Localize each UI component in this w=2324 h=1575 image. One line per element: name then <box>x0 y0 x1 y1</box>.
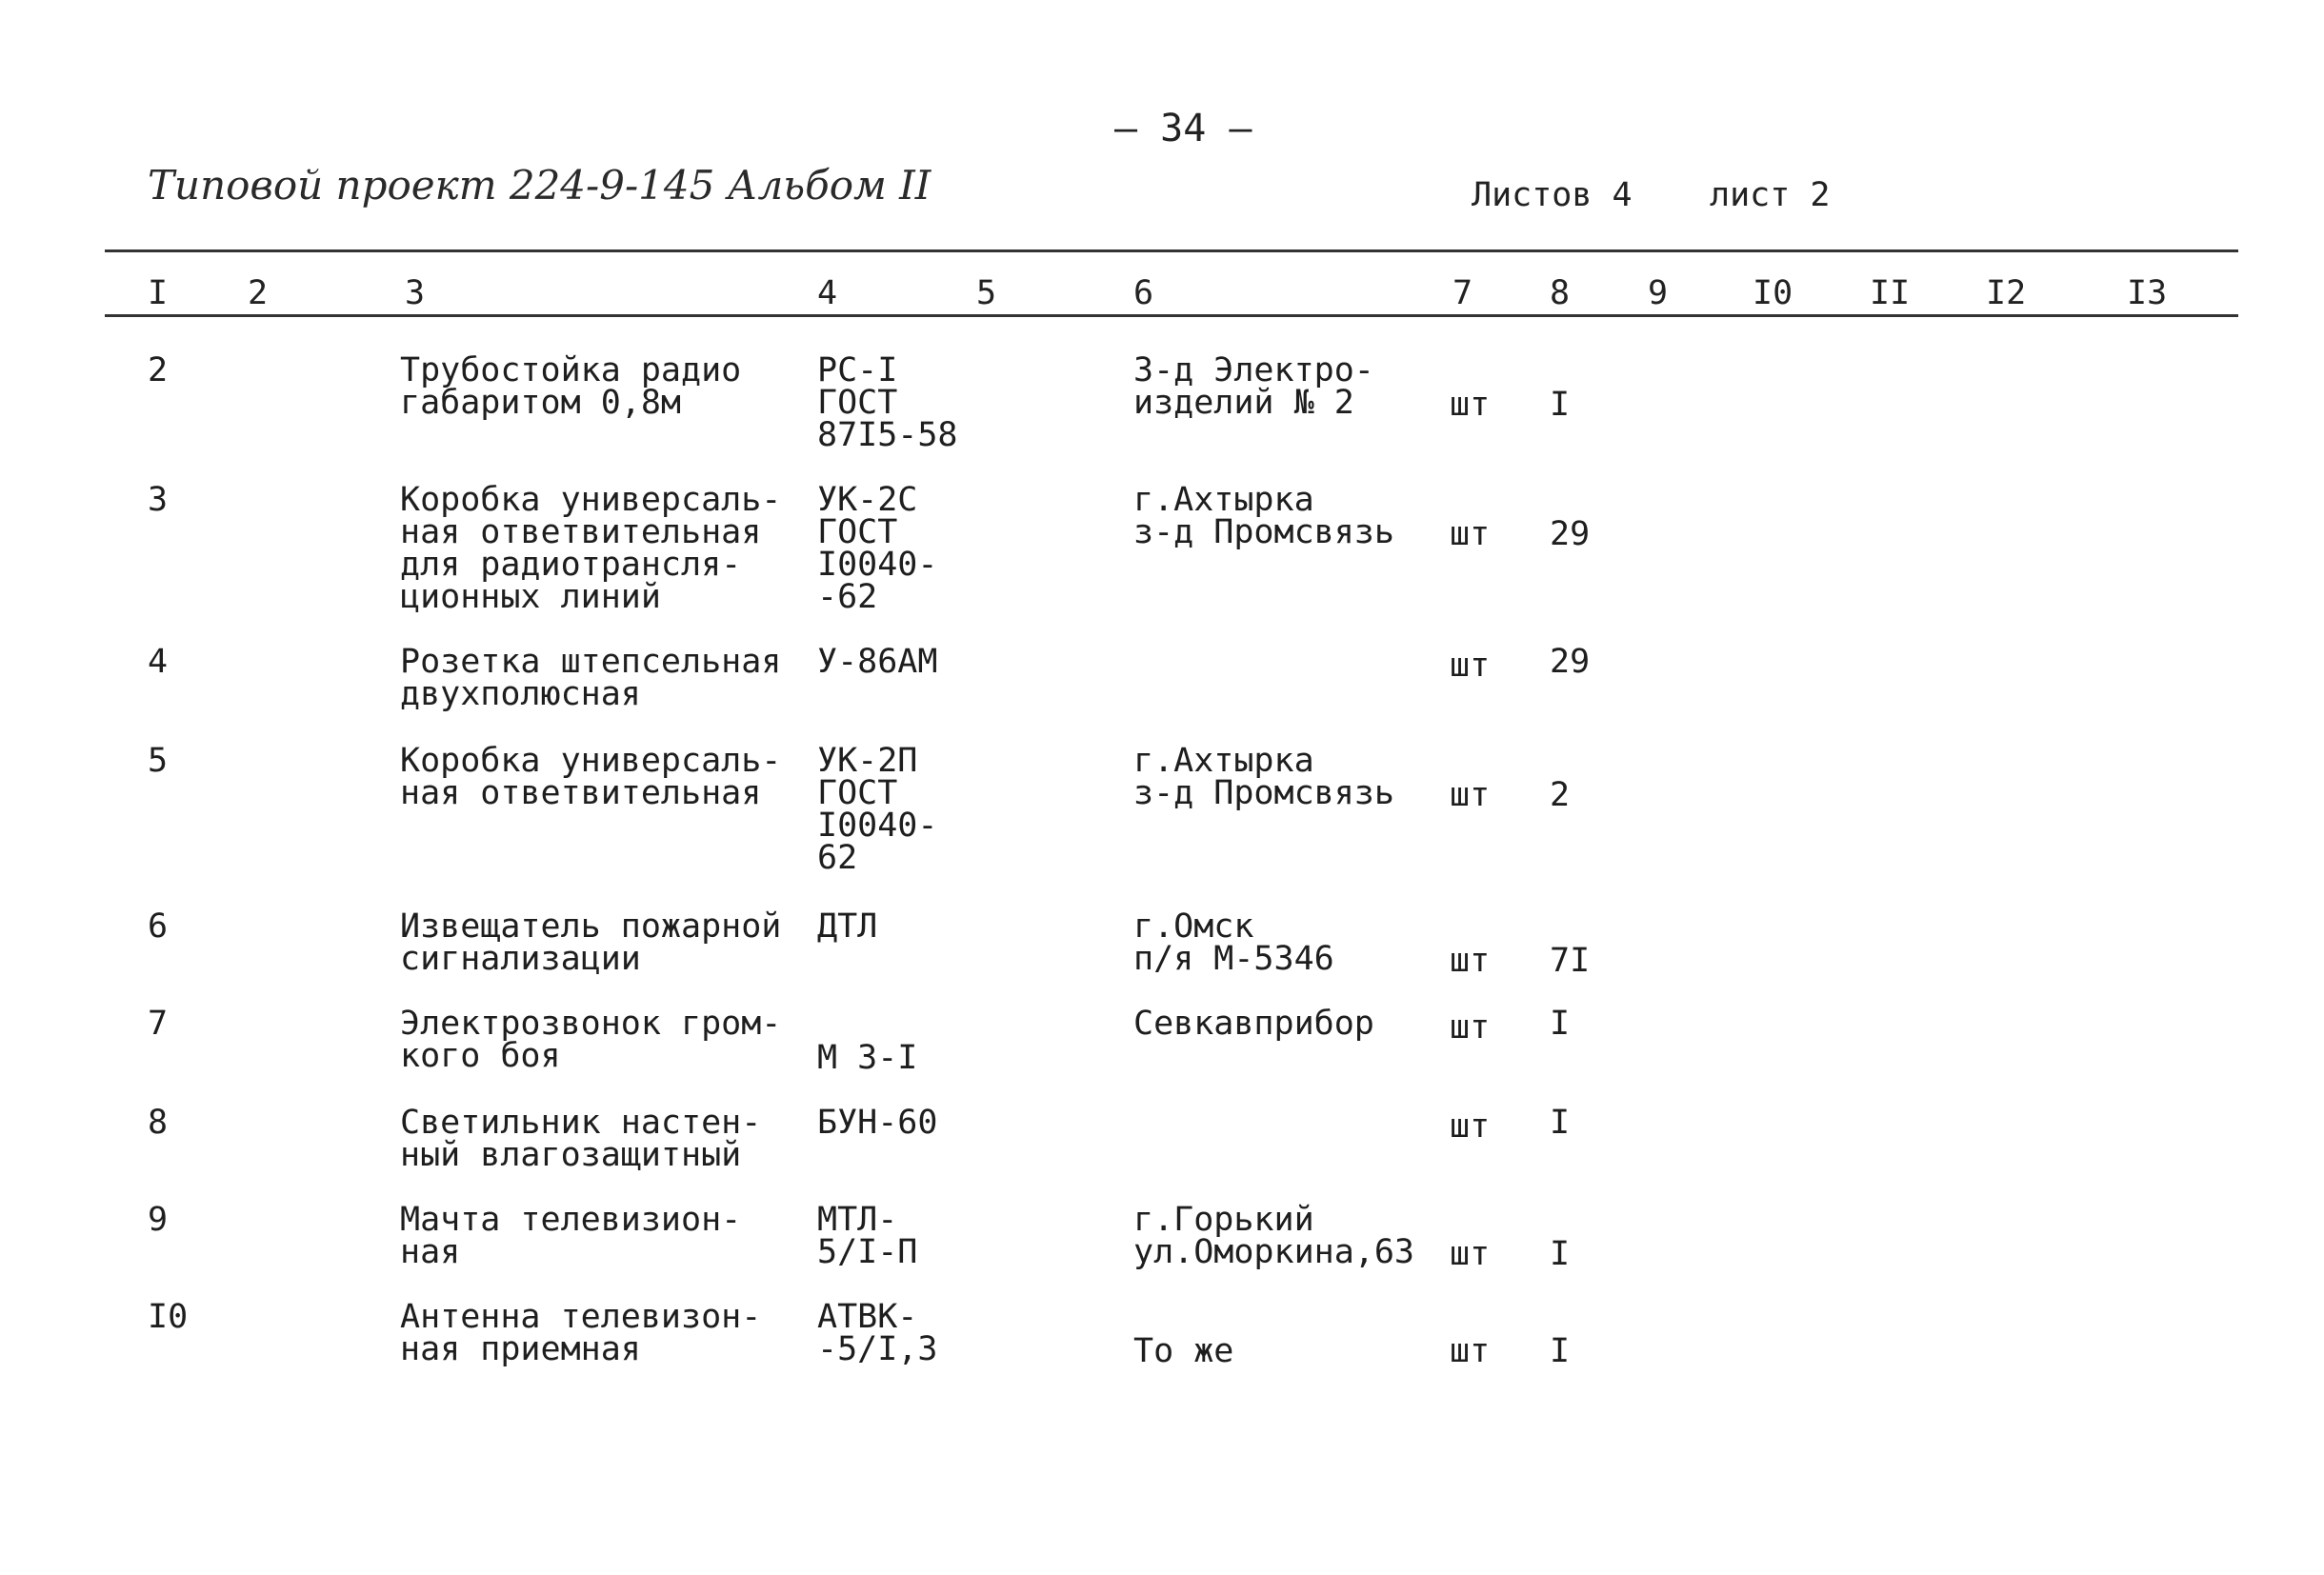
column-header-11: II <box>1870 274 1911 312</box>
item-quantity: I <box>1550 1332 1571 1370</box>
item-quantity: 29 <box>1550 643 1591 681</box>
column-header-2: 2 <box>248 274 269 312</box>
sheets-total: Листов 4 <box>1472 176 1633 214</box>
item-type: УК-2С ГОСТ I0040- -62 <box>817 481 938 616</box>
item-unit: шт <box>1450 942 1491 980</box>
column-header-13: I3 <box>2127 274 2168 312</box>
item-maker: г.Ахтырка з-д Промсвязь <box>1133 742 1394 812</box>
item-unit: шт <box>1450 1008 1491 1047</box>
item-maker: З-д Электро- изделий № 2 <box>1133 351 1374 422</box>
column-header-8: 8 <box>1550 274 1571 312</box>
item-name: Трубостойка радио габаритом 0,8м <box>400 351 742 422</box>
item-unit: шт <box>1450 776 1491 814</box>
column-header-6: 6 <box>1133 274 1154 312</box>
row-number: 3 <box>148 481 169 519</box>
table-top-rule <box>105 249 2238 252</box>
row-number: 7 <box>148 1005 169 1043</box>
item-name: Электрозвонок гром- кого боя <box>400 1005 782 1075</box>
row-number: I0 <box>148 1298 189 1336</box>
row-number: 8 <box>148 1104 169 1142</box>
page-number: — 34 — <box>1114 107 1252 150</box>
item-maker: Севкавприбор <box>1133 1005 1374 1043</box>
item-type: ДТЛ <box>817 907 878 946</box>
table-header-rule <box>105 314 2238 317</box>
row-number: 4 <box>148 643 169 681</box>
project-label: Типовой проект 224-9-145 Альбом II <box>148 162 932 209</box>
column-header-9: 9 <box>1648 274 1669 312</box>
row-number: 9 <box>148 1201 169 1239</box>
item-unit: шт <box>1450 1235 1491 1273</box>
item-unit: шт <box>1450 1107 1491 1146</box>
sheet-current: лист 2 <box>1710 176 1831 214</box>
item-type: МТЛ- 5/I-П <box>817 1201 918 1271</box>
item-type: У-86АМ <box>817 643 938 681</box>
column-header-1: I <box>148 274 169 312</box>
item-name: Коробка универсаль- ная ответвительная <box>400 742 782 812</box>
item-maker: г.Омск п/я М-5346 <box>1133 907 1334 978</box>
item-name: Светильник настен- ный влагозащитный <box>400 1104 762 1174</box>
column-header-5: 5 <box>976 274 997 312</box>
column-header-3: 3 <box>405 274 426 312</box>
item-maker: г.Ахтырка з-д Промсвязь <box>1133 481 1394 551</box>
item-name: Извещатель пожарной сигнализации <box>400 907 782 978</box>
item-maker: То же <box>1133 1332 1234 1370</box>
row-number: 6 <box>148 907 169 946</box>
item-quantity: 29 <box>1550 515 1591 553</box>
item-quantity: I <box>1550 1235 1571 1273</box>
item-type: УК-2П ГОСТ I0040- 62 <box>817 742 938 877</box>
item-unit: шт <box>1450 647 1491 685</box>
row-number: 5 <box>148 742 169 780</box>
item-type: АТВК- -5/I,3 <box>817 1298 938 1368</box>
item-quantity: 2 <box>1550 776 1571 814</box>
item-unit: шт <box>1450 386 1491 424</box>
item-quantity: I <box>1550 1104 1571 1142</box>
row-number: 2 <box>148 351 169 389</box>
item-type: БУН-60 <box>817 1104 938 1142</box>
item-name: Антенна телевизон- ная приемная <box>400 1298 762 1368</box>
item-unit: шт <box>1450 515 1491 553</box>
item-quantity: 7I <box>1550 942 1591 980</box>
item-name: Розетка штепсельная двухполюсная <box>400 643 782 713</box>
item-unit: шт <box>1450 1332 1491 1370</box>
item-name: Коробка универсаль- ная ответвительная для радиотрансля- ционных линий <box>400 481 782 616</box>
item-name: Мачта телевизион- ная <box>400 1201 742 1271</box>
column-header-4: 4 <box>817 274 838 312</box>
column-header-12: I2 <box>1986 274 2027 312</box>
item-type: РС-I ГОСТ 87I5-58 <box>817 351 958 454</box>
item-type: М З-I <box>817 1039 918 1077</box>
item-quantity: I <box>1550 1005 1571 1043</box>
column-header-7: 7 <box>1452 274 1473 312</box>
item-maker: г.Горький ул.Оморкина,63 <box>1133 1201 1415 1271</box>
column-header-10: I0 <box>1753 274 1793 312</box>
item-quantity: I <box>1550 386 1571 424</box>
